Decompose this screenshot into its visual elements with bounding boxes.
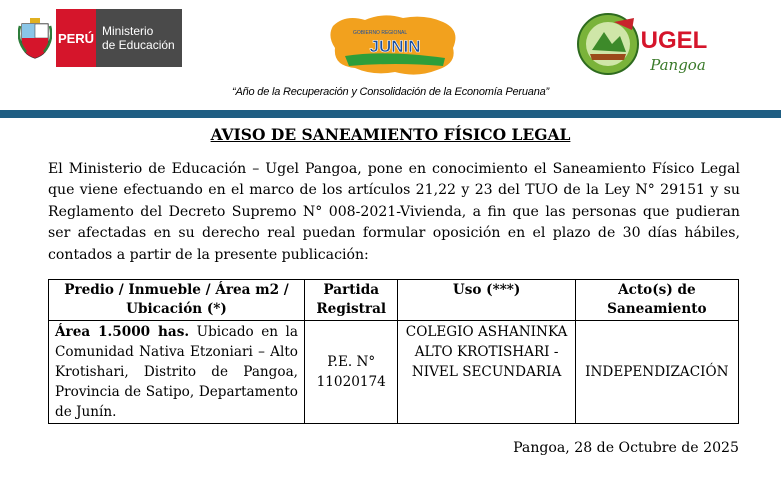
property-table	[48, 279, 739, 424]
year-motto: “Año de la Recuperación y Consolidación de la Economía Peruana”	[232, 86, 549, 98]
cell-predio	[49, 321, 305, 424]
ugel-logo-sub: Pangoa	[650, 56, 706, 74]
header-predio: Predio / Inmueble / Área m2 / Ubicación (*)	[49, 280, 305, 321]
header	[0, 0, 781, 112]
ministry-line-1: Ministerio	[102, 24, 154, 38]
ministry-logo-label	[96, 9, 182, 67]
header-divider-bar	[0, 110, 781, 118]
ministry-line-2: de Educación	[102, 38, 175, 52]
cell-acto: INDEPENDIZACIÓN	[575, 321, 738, 424]
table-row	[49, 321, 739, 424]
header-acto: Acto(s) de Saneamiento	[575, 280, 738, 321]
junin-region-logo	[325, 12, 465, 78]
table-header-row	[49, 280, 739, 321]
cell-uso: COLEGIO ASHANINKA ALTO KROTISHARI - NIVEL SECUNDARIA	[398, 321, 575, 424]
header-uso: Uso (***)	[398, 280, 575, 321]
publication-date: Pangoa, 28 de Octubre de 2025	[513, 440, 739, 456]
peru-coat-of-arms-icon	[14, 9, 56, 67]
ugel-logo-text: UGEL	[640, 27, 708, 54]
location-text: Ubicado en la Comunidad Nativa Etzoniari – Alto Krotishari, Distrito de Pangoa, Provincia de Satipo, Departamento de Junín.	[55, 324, 298, 420]
notice-title	[0, 125, 781, 144]
peru-logo-label: PERÚ	[56, 9, 96, 67]
ugel-pangoa-logo	[574, 10, 724, 80]
notice-title-text: AVISO DE SANEAMIENTO FÍSICO LEGAL	[210, 125, 571, 144]
area-label: Área 1.5000 has.	[55, 324, 190, 340]
region-logo-small-text: GOBIERNO REGIONAL	[353, 30, 408, 36]
cell-partida: P.E. N° 11020174	[305, 321, 398, 424]
region-logo-text: JUNIN	[369, 37, 421, 56]
minedu-logo	[14, 9, 182, 67]
notice-body: El Ministerio de Educación – Ugel Pangoa, pone en conocimiento el Saneamiento Físico Legal que viene efectuando en el marco de los artículos 21,22 y 23 del TUO de la Ley N° 29151 y su Reglamento del Decreto Supremo N° 008-2021-Vivienda, a fin que las personas que pudieran ser afectadas en su derecho real puedan formular oposición en el plazo de 30 días hábiles, contados a partir de la presente publicación:	[48, 161, 740, 263]
header-partida: Partida Registral	[305, 280, 398, 321]
